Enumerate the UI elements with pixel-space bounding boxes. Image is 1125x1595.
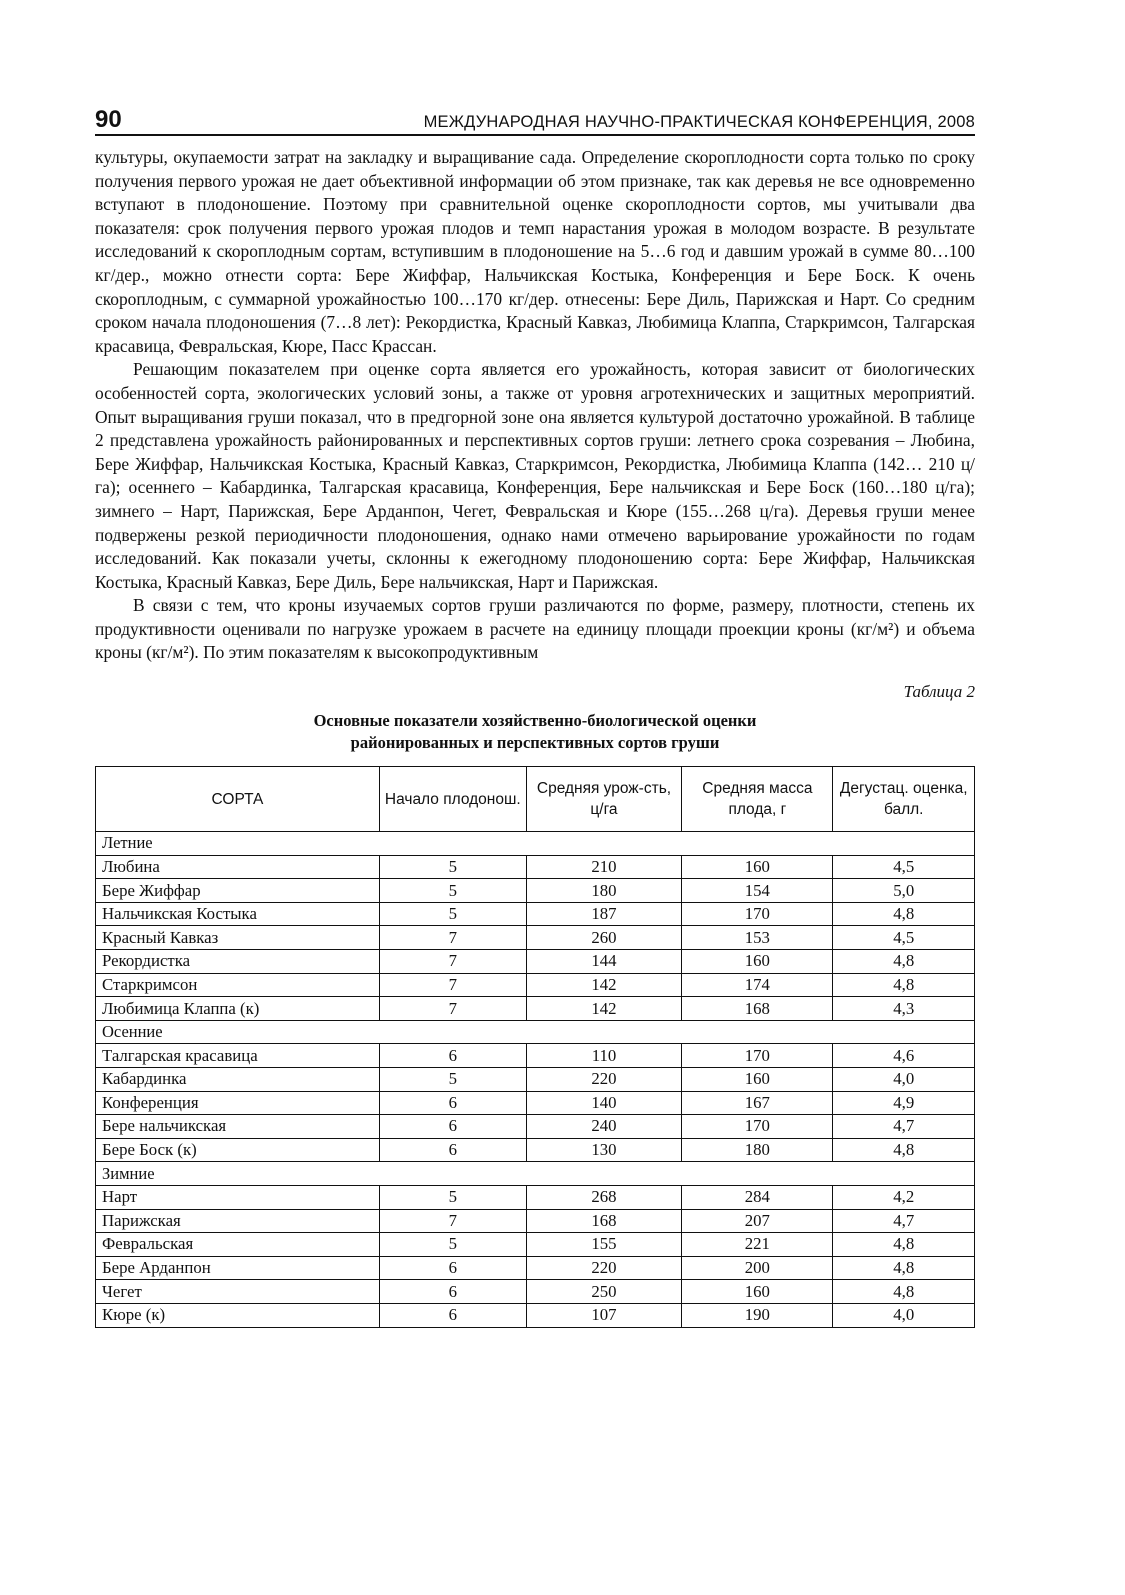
cell-variety: Кюре (к): [96, 1303, 380, 1327]
page-header: [95, 108, 975, 136]
cell-tasting-score: 4,8: [833, 1280, 975, 1304]
table-group-row: [96, 832, 975, 856]
table-row: [96, 1044, 975, 1068]
cell-fruiting-start: 5: [379, 1185, 526, 1209]
table-row: [96, 1138, 975, 1162]
table-row: [96, 1185, 975, 1209]
cell-fruit-mass: 207: [682, 1209, 833, 1233]
cell-fruiting-start: 6: [379, 1138, 526, 1162]
cell-yield: 180: [526, 879, 682, 903]
cell-fruiting-start: 6: [379, 1091, 526, 1115]
paragraph: В связи с тем, что кроны изучаемых сортов груши различаются по форме, размеру, плотности, степень их продуктивности оценивали по нагрузке урожаем в расчете на единицу площади проекции кроны (кг/м²) и объема кроны (кг/м²). По этим показателям к высокопродуктивным: [95, 595, 975, 663]
cell-variety: Бере Боск (к): [96, 1138, 380, 1162]
cell-yield: 155: [526, 1233, 682, 1257]
running-head: МЕЖДУНАРОДНАЯ НАУЧНО-ПРАКТИЧЕСКАЯ КОНФЕРЕНЦИЯ, 2008: [423, 113, 975, 131]
table-row: [96, 1233, 975, 1257]
table-title-line: районированных и перспективных сортов груши: [350, 733, 720, 753]
cell-yield: 268: [526, 1185, 682, 1209]
table-row: [96, 855, 975, 879]
cell-tasting-score: 4,2: [833, 1185, 975, 1209]
cell-fruiting-start: 7: [379, 973, 526, 997]
cell-yield: 220: [526, 1068, 682, 1092]
cell-tasting-score: 4,8: [833, 1256, 975, 1280]
cell-fruit-mass: 170: [682, 902, 833, 926]
cell-yield: 142: [526, 997, 682, 1021]
cell-yield: 142: [526, 973, 682, 997]
cell-fruit-mass: 160: [682, 950, 833, 974]
cell-fruiting-start: 6: [379, 1044, 526, 1068]
table-row: [96, 1068, 975, 1092]
table-row: [96, 1115, 975, 1139]
cell-fruiting-start: 7: [379, 950, 526, 974]
cell-variety: Талгарская красавица: [96, 1044, 380, 1068]
cell-yield: 187: [526, 902, 682, 926]
cell-fruiting-start: 5: [379, 902, 526, 926]
cell-variety: Бере Арданпон: [96, 1256, 380, 1280]
cell-variety: Старкримсон: [96, 973, 380, 997]
cell-variety: Кабардинка: [96, 1068, 380, 1092]
table-title-line: Основные показатели хозяйственно-биологической оценки: [313, 711, 757, 731]
column-header-fruiting-start: Начало плодонош.: [379, 767, 526, 832]
table-title: [95, 710, 975, 754]
table-row: [96, 1303, 975, 1327]
cell-variety: Рекордистка: [96, 950, 380, 974]
cell-fruit-mass: 200: [682, 1256, 833, 1280]
cell-tasting-score: 4,0: [833, 1068, 975, 1092]
cell-tasting-score: 4,8: [833, 950, 975, 974]
cell-fruit-mass: 170: [682, 1115, 833, 1139]
column-header-yield: Средняя урож-сть, ц/га: [526, 767, 682, 832]
cell-tasting-score: 4,8: [833, 973, 975, 997]
cell-fruiting-start: 6: [379, 1280, 526, 1304]
table-row: [96, 973, 975, 997]
cell-fruit-mass: 160: [682, 1068, 833, 1092]
cell-fruiting-start: 7: [379, 926, 526, 950]
cell-yield: 110: [526, 1044, 682, 1068]
table-row: [96, 950, 975, 974]
table-row: [96, 879, 975, 903]
cell-yield: 144: [526, 950, 682, 974]
varieties-table: [95, 766, 975, 1327]
cell-fruit-mass: 154: [682, 879, 833, 903]
table-header-row: [96, 767, 975, 832]
cell-tasting-score: 5,0: [833, 879, 975, 903]
cell-variety: Красный Кавказ: [96, 926, 380, 950]
cell-yield: 210: [526, 855, 682, 879]
cell-tasting-score: 4,0: [833, 1303, 975, 1327]
cell-fruit-mass: 190: [682, 1303, 833, 1327]
cell-variety: Любина: [96, 855, 380, 879]
group-label: Летние: [96, 832, 975, 856]
group-label: Зимние: [96, 1162, 975, 1186]
group-label: Осенние: [96, 1020, 975, 1044]
cell-tasting-score: 4,5: [833, 855, 975, 879]
cell-fruiting-start: 5: [379, 1233, 526, 1257]
cell-tasting-score: 4,7: [833, 1115, 975, 1139]
cell-tasting-score: 4,3: [833, 997, 975, 1021]
cell-fruit-mass: 174: [682, 973, 833, 997]
cell-yield: 240: [526, 1115, 682, 1139]
cell-tasting-score: 4,8: [833, 1138, 975, 1162]
table-group-row: [96, 1162, 975, 1186]
cell-variety: Нарт: [96, 1185, 380, 1209]
column-header-fruit-mass: Средняя масса плода, г: [682, 767, 833, 832]
cell-fruit-mass: 168: [682, 997, 833, 1021]
cell-variety: Бере Жиффар: [96, 879, 380, 903]
cell-yield: 260: [526, 926, 682, 950]
cell-tasting-score: 4,6: [833, 1044, 975, 1068]
cell-tasting-score: 4,7: [833, 1209, 975, 1233]
cell-variety: Любимица Клаппа (к): [96, 997, 380, 1021]
table-label: Таблица 2: [903, 682, 975, 702]
cell-fruit-mass: 153: [682, 926, 833, 950]
cell-fruiting-start: 7: [379, 997, 526, 1021]
cell-tasting-score: 4,5: [833, 926, 975, 950]
cell-variety: Февральская: [96, 1233, 380, 1257]
paragraph: культуры, окупаемости затрат на закладку и выращивание сада. Определение скороплодности сорта только по сроку получения первого урожая не дает объективной информации об этом признаке, так как деревья не все одновременно вступают в плодоношение. Поэтому при сравнительной оценке скороплодности сортов, мы учитывали два показателя: срок получения первого урожая плодов и темп нарастания урожая в молодом возрасте. В результате исследований к скороплодным сортам, вступившим в плодоношение на 5…6 год и давшим урожай в сумме 80…100 кг/дер., можно отнести сорта: Бере Жиффар, Нальчикская Костыка, Конференция и Бере Боск. К очень скороплодным, с суммарной урожайностью 100…170 кг/дер. отнесены: Бере Диль, Парижская и Нарт. Со средним сроком начала плодоношения (7…8 лет): Рекордистка, Красный Кавказ, Любимица Клаппа, Старкримсон, Талгарская красавица, Февральская, Кюре, Пасс Крассан.: [95, 147, 975, 356]
cell-yield: 130: [526, 1138, 682, 1162]
cell-variety: Чегет: [96, 1280, 380, 1304]
page-number: 90: [95, 106, 122, 133]
table-row: [96, 1091, 975, 1115]
cell-fruit-mass: 160: [682, 855, 833, 879]
cell-yield: 140: [526, 1091, 682, 1115]
cell-fruiting-start: 5: [379, 855, 526, 879]
cell-tasting-score: 4,9: [833, 1091, 975, 1115]
cell-variety: Парижская: [96, 1209, 380, 1233]
body-text: [95, 146, 975, 665]
cell-yield: 220: [526, 1256, 682, 1280]
cell-fruit-mass: 221: [682, 1233, 833, 1257]
table-row: [96, 1256, 975, 1280]
paragraph: Решающим показателем при оценке сорта является его урожайность, которая зависит от биологических особенностей сорта, экологических условий зоны, а также от уровня агротехнических и защитных мероприятий. Опыт выращивания груши показал, что в предгорной зоне она является культурой достаточно урожайной. В таблице 2 представлена урожайность районированных и перспективных сортов груши: летнего срока созревания – Любина, Бере Жиффар, Нальчикская Костыка, Красный Кавказ, Старкримсон, Рекордистка, Любимица Клаппа (142… 210 ц/га); осеннего – Кабардинка, Талгарская красавица, Конференция, Бере нальчикская и Бере Боск (160…180 ц/га); зимнего – Нарт, Парижская, Бере Арданпон, Чегет, Февральская и Кюре (155…268 ц/га). Деревья груши менее подвержены резкой периодичности плодоношения, однако нами отмечено варьирование урожайности по годам исследований. Как показали учеты, склонны к ежегодному плодоношению сорта: Бере Жиффар, Нальчикская Костыка, Красный Кавказ, Бере Диль, Бере нальчикская, Нарт и Парижская.: [95, 359, 975, 592]
cell-yield: 250: [526, 1280, 682, 1304]
cell-fruiting-start: 6: [379, 1115, 526, 1139]
table-row: [96, 1280, 975, 1304]
cell-fruiting-start: 6: [379, 1256, 526, 1280]
cell-fruit-mass: 160: [682, 1280, 833, 1304]
cell-fruit-mass: 284: [682, 1185, 833, 1209]
cell-fruiting-start: 5: [379, 1068, 526, 1092]
cell-yield: 107: [526, 1303, 682, 1327]
column-header-tasting-score: Дегустац. оценка, балл.: [833, 767, 975, 832]
cell-fruiting-start: 7: [379, 1209, 526, 1233]
table-body: [96, 832, 975, 1327]
table-row: [96, 997, 975, 1021]
cell-tasting-score: 4,8: [833, 1233, 975, 1257]
cell-yield: 168: [526, 1209, 682, 1233]
cell-variety: Конференция: [96, 1091, 380, 1115]
cell-tasting-score: 4,8: [833, 902, 975, 926]
table-group-row: [96, 1020, 975, 1044]
column-header-variety: СОРТА: [96, 767, 380, 832]
table-row: [96, 1209, 975, 1233]
cell-fruiting-start: 6: [379, 1303, 526, 1327]
cell-fruit-mass: 170: [682, 1044, 833, 1068]
table-row: [96, 926, 975, 950]
cell-fruit-mass: 180: [682, 1138, 833, 1162]
table-row: [96, 902, 975, 926]
cell-variety: Нальчикская Костыка: [96, 902, 380, 926]
cell-fruit-mass: 167: [682, 1091, 833, 1115]
cell-fruiting-start: 5: [379, 879, 526, 903]
cell-variety: Бере нальчикская: [96, 1115, 380, 1139]
